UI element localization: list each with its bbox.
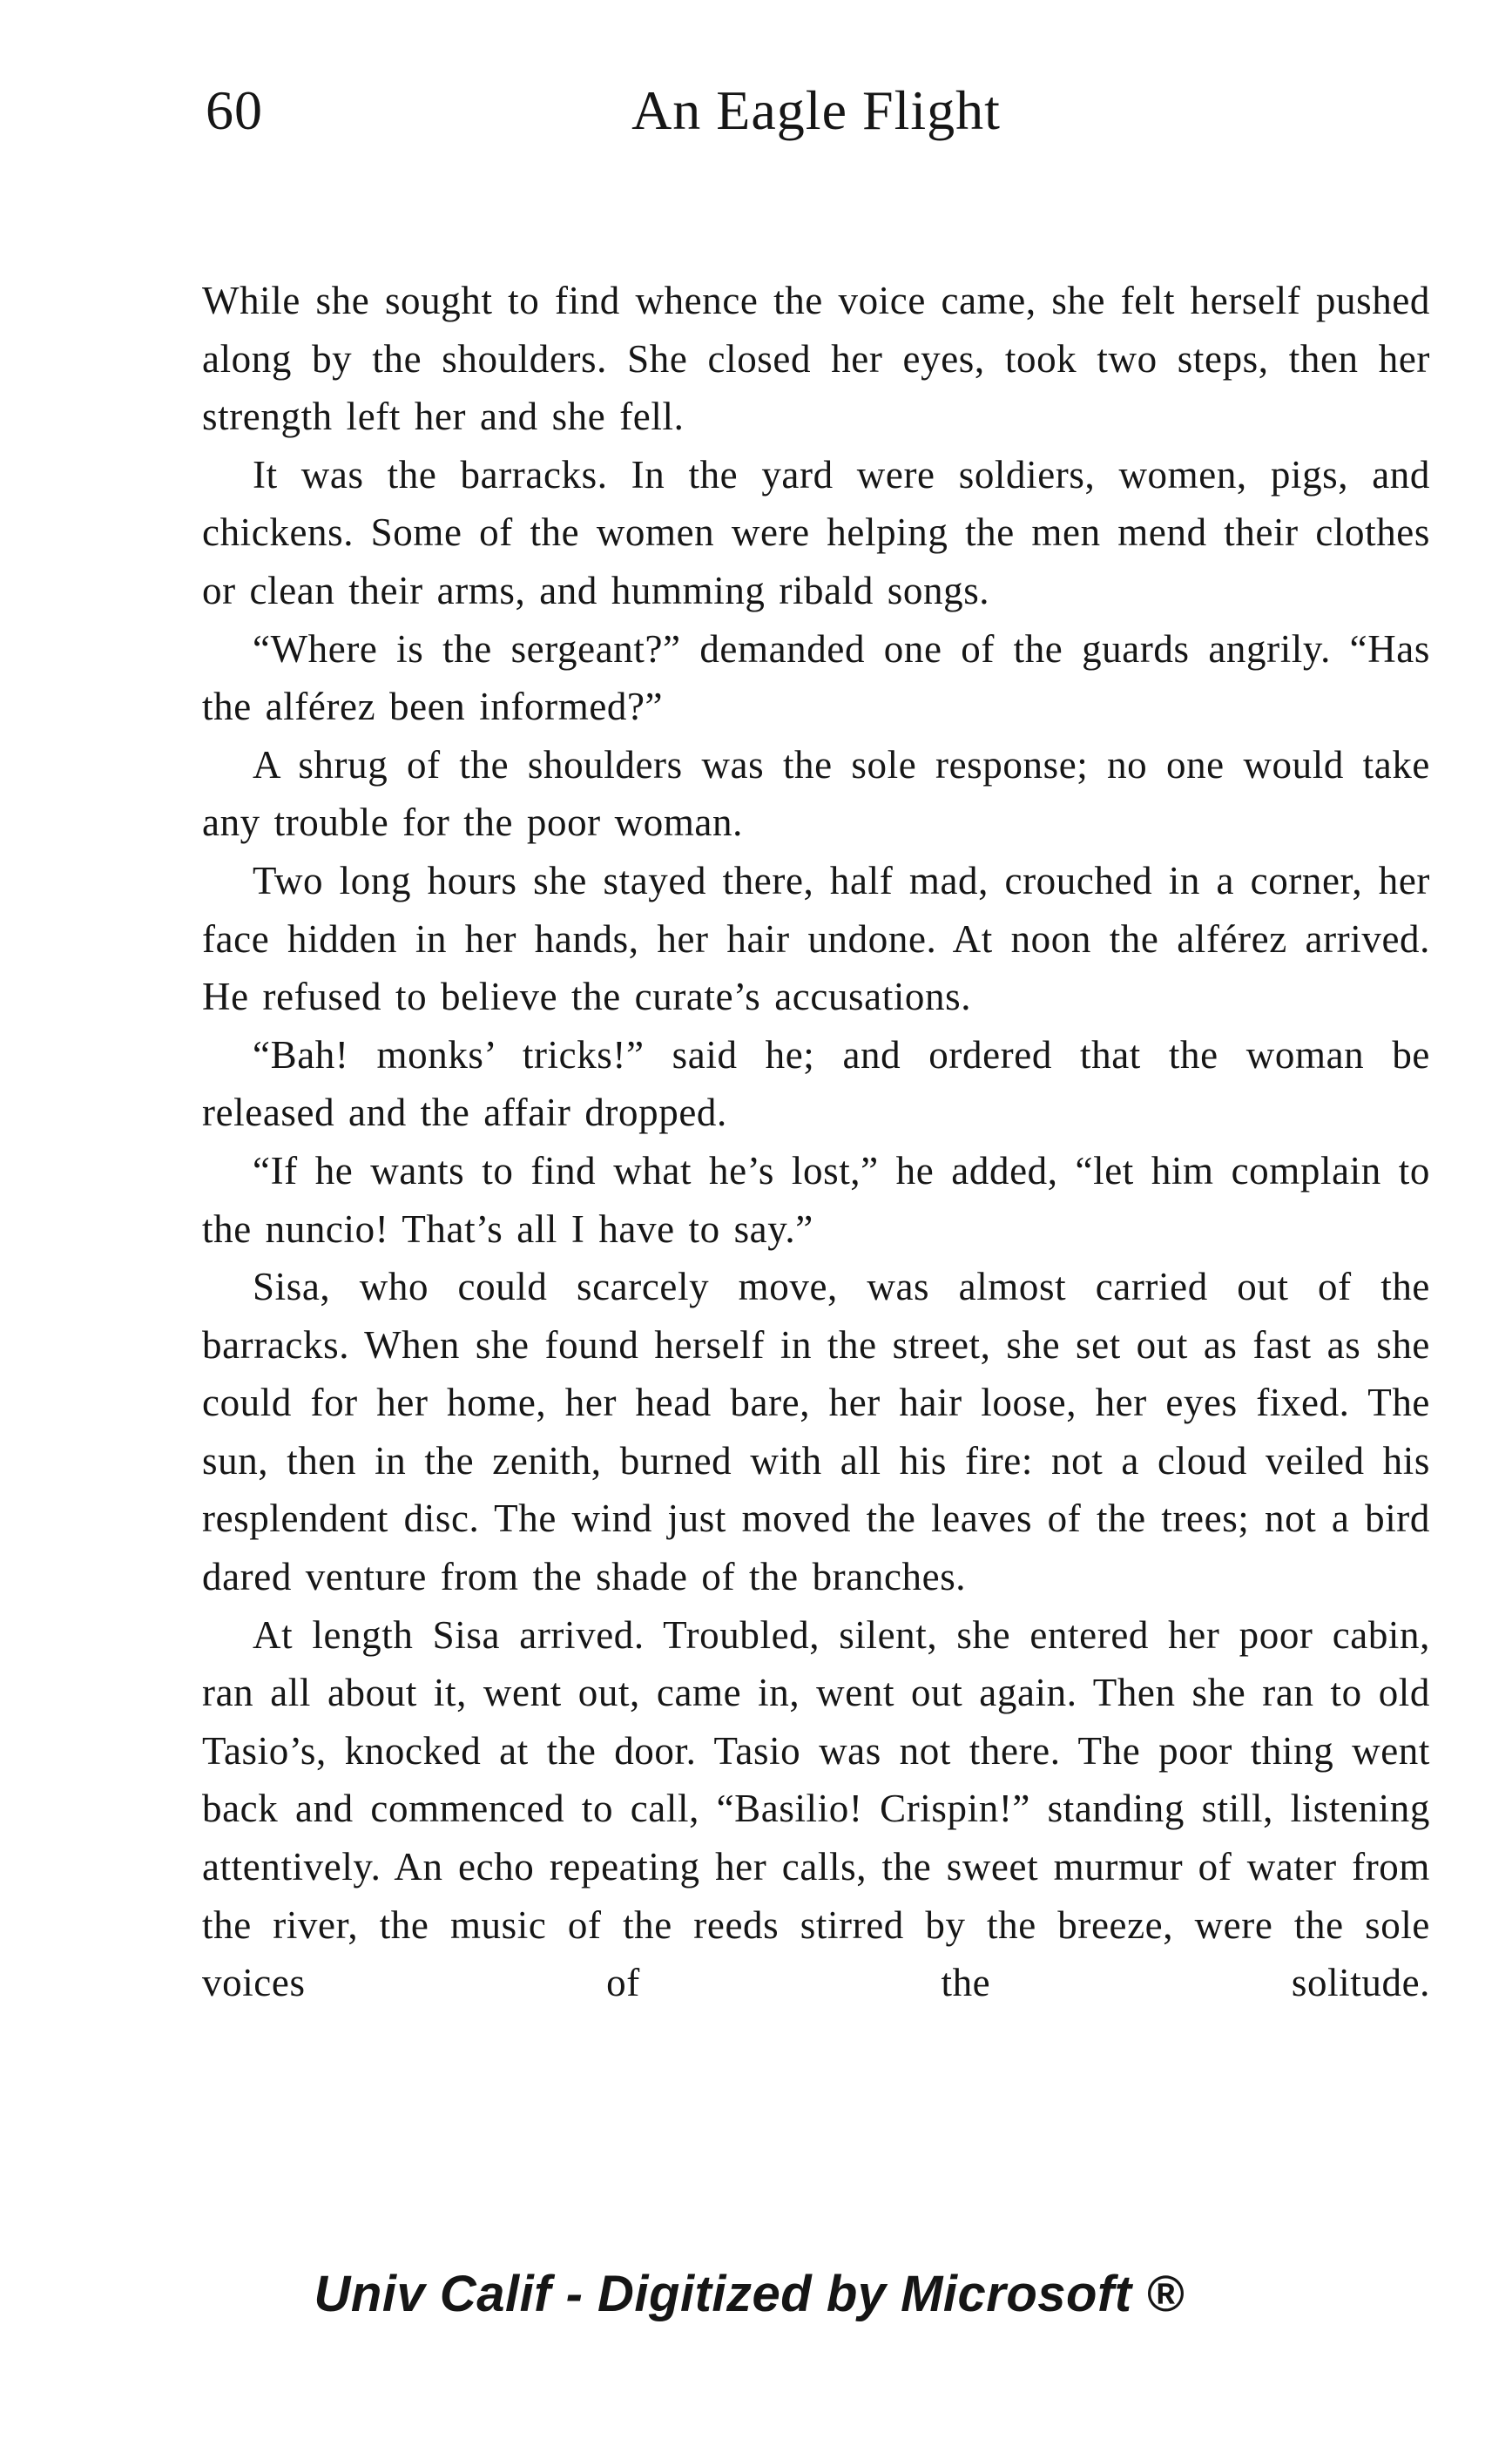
page-number: 60 <box>206 79 263 141</box>
paragraph-9: At length Sisa arrived. Troubled, silent, she entered her poor cabin, ran all about it, went out, came in, went out again. Then she ran to old Tasio’s, knocked at the door. Tasio was not there. The poor thing went back and commenced to call, “Basilio! Crispin!” standing still, listening attentively. An echo repeating her calls, the sweet murmur of water from the river, the music of the reeds stirred by the breeze, were the sole voices of the solitude. <box>202 1612 1430 2005</box>
paragraph-1: While she sought to find whence the voice came, she felt herself pushed along by the shoulders. She closed her eyes, took two steps, then her strength left her and she fell. <box>202 279 1430 439</box>
running-head <box>202 78 1430 157</box>
body-text <box>202 272 1430 2012</box>
paragraph-6: “Bah! monks’ tricks!” said he; and ordered that the woman be released and the affair dropped. <box>202 1032 1430 1135</box>
paragraph-5: Two long hours she stayed there, half mad, crouched in a corner, her face hidden in her hands, her hair undone. At noon the alférez arrived. He refused to believe the curate’s accusations. <box>202 858 1430 1019</box>
digitization-watermark: Univ Calif - Digitized by Microsoft ® <box>314 2266 1185 2322</box>
book-page <box>202 78 1430 2012</box>
paragraph-7: “If he wants to find what he’s lost,” he added, “let him complain to the nuncio! That’s all I have to say.” <box>202 1148 1430 1251</box>
paragraph-2: It was the barracks. In the yard were soldiers, women, pigs, and chickens. Some of the women were helping the men mend their clothes or clean their arms, and humming ribald songs. <box>202 452 1430 612</box>
running-title: An Eagle Flight <box>631 79 1001 141</box>
paragraph-4: A shrug of the shoulders was the sole response; no one would take any trouble for the poor woman. <box>202 742 1430 845</box>
paragraph-3: “Where is the sergeant?” demanded one of the guards angrily. “Has the alférez been informed?” <box>202 626 1430 729</box>
paragraph-8: Sisa, who could scarcely move, was almost carried out of the barracks. When she found herself in the street, she set out as fast as she could for her home, her head bare, her hair loose, her eyes fixed. The sun, then in the zenith, burned with all his fire: not a cloud veiled his resplendent disc. The wind just moved the leaves of the trees; not a bird dared venture from the shade of the branches. <box>202 1265 1430 1599</box>
